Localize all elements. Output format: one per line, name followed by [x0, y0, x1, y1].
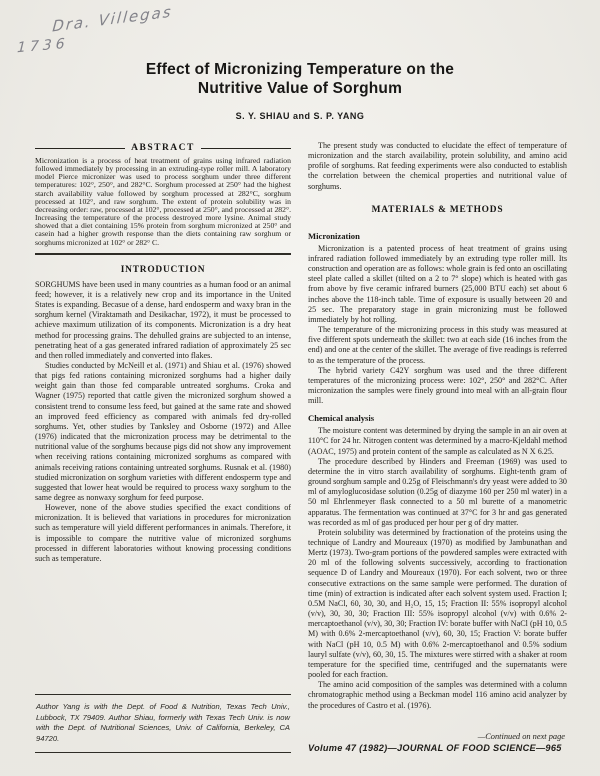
- introduction-heading: INTRODUCTION: [120, 264, 206, 275]
- handwritten-annotation-number: 1736: [16, 35, 69, 57]
- subheading-micronization: Micronization: [308, 230, 360, 241]
- handwritten-annotation-name: Dra. Villegas: [51, 2, 174, 36]
- chemical-analysis-paragraph-1: The moisture content was determined by drying the sample in an air oven at 110°C for 24 hr. Nitrogen content was determined by a macro-Kjeldahl method (AOAC, 1975) and protein content of the sample as calculated as N X 6.25.: [308, 426, 567, 456]
- opening-paragraph: The present study was conducted to elucidate the effect of temperature of micronization and the starch availability, protein solubility, and amino acid profile of sorghums. Rat feeding experiments were also conducted to establish the correlation between the chemical properties and nutritional value of sorghums.: [308, 141, 567, 191]
- micronization-paragraph-2: The temperature of the micronizing process in this study was measured at five different spots underneath the skillet: two at each side (16 inches from the end) and one at the center of the skillet. The average of five readings is referred to as the temperature of the process.: [308, 325, 567, 365]
- chemical-analysis-paragraph-2: The procedure described by Hinders and Freeman (1969) was used to determine the in vitro starch availability of sorghums. Eight-tenth gram of ground sorghum sample and 0.25g of Fleischmann's dry yeast were added to 30 ml of amyloglucosidase solution (0.25g of diazyme 160 per 250 ml water) in a 50 ml Ehrlenmeyer flask connected to a 50 ml burette of a manometric apparatus. The fermentation was continued at 37°C for 3 hr and gas generated was recorded as ml of gas produced per hour per g of dry matter.: [308, 456, 567, 527]
- journal-footer: Volume 47 (1982)—JOURNAL OF FOOD SCIENCE—965: [308, 743, 562, 753]
- article-authors: S. Y. SHIAU and S. P. YANG: [235, 111, 365, 121]
- abstract-text: Micronization is a process of heat treatment of grains using infrared radiation followed immediately by processing in an extruding-type roller mill. A laboratory model Pierce micronizer was used to process sorghum under three different temperatures: 102°, 250°, and 282°C. Sorghum processed at 250° had the highest starch availability value followed by sorghum processed at 282°C, sorghum processed at 102°, and raw sorghum. The extent of protein solubility was in decreasing order: raw, processed at 102°, processed at 250°, and processed at 282°. Increasing the temperature of the process destroyed more lysine. Animal study showed that a diet containing 15% protein from sorghum micronized at 250° and casein had a higher growth response than the diets containing raw sorghum or sorghums micronized at 102° or 282° C.: [35, 156, 291, 247]
- intro-paragraph-2: Studies conducted by McNeill et al. (1971) and Shiau et al. (1976) showed that pigs fed rations containing micronized sorghums had a higher daily weight gain than those fed comparable untreated sorghums. Croka and Wagner (1975) reported that cattle given the micronized sorghum showed a consistent trend to consume less feed, but gained at the same rate and showed an improved feed efficiency as compared with animals fed dry-rolled sorghums. Yet, other studies by Tanksley and Osborne (1972) and Allee (1976) indicated that the micronization process may be detrimental to the nutritional value of the sorghums because pigs did not show any improvement when receiving rations containing micronized sorghums as compared with animals receiving rations containing untreated sorghums. Rusnak et al. (1980) studied micronization on sorghum varieties with different endosperm type and suggested that lower heat would be required to process waxy sorghum to the same degree as nonwaxy sorghum for feed purpose.: [35, 360, 291, 502]
- micronization-paragraph-1: Micronization is a patented process of heat treatment of grains using infrared radiation followed immediately by an extruding type roller mill. Its construction and operation are as follows: whole grain is fed onto an oscillating steel plate called a skillet (tilted on a 2 to 7° slope) which is heated with gas from above by five ceramic infrared burners (25,000 BTU each) set about 6 inches above the 118-inch table. Time of exposure is usually between 20 and 25 sec. The preparatory stage in grain micronizing must be followed immediately by hot rolling.: [308, 243, 567, 324]
- chemical-analysis-paragraph-4: The amino acid composition of the samples was determined with a column chromatographic method using a Beckman model 116 amino acid analyzer by the procedures of Castro et al. (1976).: [308, 680, 567, 710]
- abstract-heading: [35, 143, 291, 153]
- materials-methods-heading: MATERIALS & METHODS: [371, 204, 504, 215]
- article-title: [0, 61, 600, 98]
- abstract-rule-left: [35, 148, 125, 149]
- article-title-line2: Nutritive Value of Sorghum: [197, 79, 403, 97]
- article-title-line1: Effect of Micronizing Temperature on the: [145, 61, 455, 78]
- subheading-chemical-analysis: Chemical analysis: [308, 413, 375, 424]
- author-footnote-text: Author Yang is with the Dept. of Food & Nutrition, Texas Tech Univ., Lubbock, TX 79409. Author Shiau, formerly with Texas Tech Univ. is now with the Dept. of Nutritional Sciences, Univ. of California, Berkeley, CA 94720.: [36, 702, 290, 743]
- continued-note: —Continued on next page: [477, 732, 565, 741]
- micronization-paragraph-3: The hybrid variety C42Y sorghum was used and the three different temperatures of the micronizing process were: 102°, 250° and 282°C. After micronization the samples were finely ground into meal with an all-grain flour mill.: [308, 365, 567, 406]
- abstract-divider: [35, 253, 291, 255]
- right-column: [308, 141, 567, 753]
- chemical-analysis-paragraph-3: Protein solubility was determined by fractionation of the proteins using the technique of Landry and Moureaux (1970) as modified by Jambunathan and Mertz (1973). Two-gram portions of the powdered samples were extracted with 20 ml of the following solvents successively, according to fractionation sequence D of Landry and Moureaux (1970). For each solvent, two or three consecutive extractions on the same sample were performed. The duration of time (min) of extraction is indicated after each solvent system used. Fraction I; 0.5M NaCl, 60, 30, 30, and H₂O, 15, 15; Fraction II: 55% isopropyl alcohol (v/v), 30, 30, 30; Fraction III: 55% isopropyl alcohol (v/v) with 0.6% 2-mercaptoethanol (v/v), 30, 30; Fraction IV: borate buffer with NaCl (pH 10, 0.5 M) with 0.6% 2-mercaptoethanol (v/v), 60, 30, 15; Fraction V: borate buffer with NaCl (pH 10, 0.5 M) with 0.6% 2-mercaptoethanol and 0.5% sodium lauryl sulfate (v/v), 60, 30, 15. The mixtures were stirred with a shaker at room temperature for the specified time, centrifuged and the supernatants were pooled for each fraction.: [308, 527, 567, 680]
- intro-paragraph-1: SORGHUMS have been used in many countries as a human food or an animal feed; however, it is a relatively new crop and its importance in the United States is expanding. Becasue of a dense, hard endosperm and waxy bran in the sorghum kernel (Viraktamath and Desikachar, 1972), it must be processed to achieve maximum utilization of its components. Micronization is a dry heat method for processing grains. The dehulled grains are subjected to an intense, penetrating heat of a gas generated infrared radiation of approximately 25 sec and then rolled immediately and converted into flakes.: [35, 279, 291, 360]
- abstract-rule-right: [201, 148, 291, 149]
- two-column-body: [0, 141, 600, 753]
- abstract-heading-label: ABSTRACT: [131, 143, 195, 153]
- left-column: [35, 141, 291, 753]
- intro-paragraph-3: However, none of the above studies specified the exact conditions of micronization. It is believed that variations in procedures for micronization such as temperature will yield different performances in animals. Therefore, it is impossible to compare the nutritive value of micronized sorghums processed in different laboratories without knowing processing conditions such as temperature.: [35, 503, 291, 563]
- author-footnote: [35, 694, 291, 753]
